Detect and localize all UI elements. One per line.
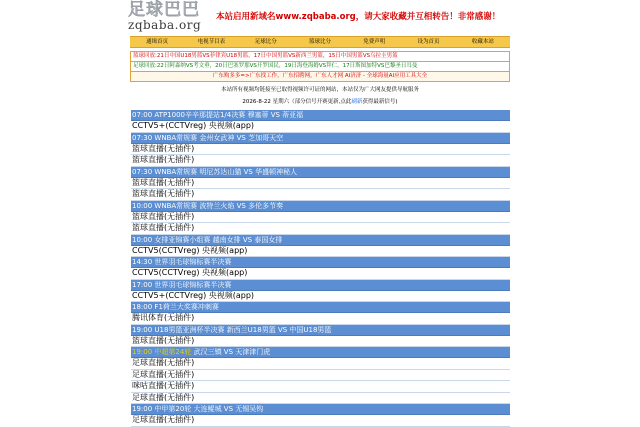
date-suffix: 获得最新信号)	[362, 99, 398, 105]
nav-item[interactable]: 篮球比分	[308, 39, 331, 45]
match-teams: 新西兰U18男篮 VS 中国U18男篮	[226, 325, 332, 334]
channel-link[interactable]: 足球直播(无插件)	[131, 393, 510, 405]
match-league: 中甲第20轮	[154, 405, 192, 413]
page	[130, 0, 510, 427]
channel-link[interactable]: CCTV5+(CCTVreg) 央视频(app)	[131, 291, 510, 303]
match-row	[131, 280, 510, 291]
match-teams: 穆塞蒂 VS 蒂亚福	[247, 111, 304, 119]
site-logo[interactable]	[130, 0, 210, 36]
nav-item[interactable]: 免费声明	[363, 39, 386, 45]
channel-link[interactable]: 足球直播(无插件)	[131, 415, 510, 427]
match-row	[131, 404, 510, 415]
match-time: 07:30	[132, 167, 153, 176]
match-time: 10:00	[132, 201, 153, 210]
channel-link[interactable]: 足球直播(无插件)	[131, 358, 510, 370]
disclaimer-notice: 本站所有视频均链接至已取得视频许可证的网站，本站仅为广大网友提供导航服务	[220, 87, 419, 93]
nav-item[interactable]: 电视节目表	[197, 39, 226, 45]
channel-link[interactable]: CCTV5+(CCTVreg) 央视频(app)	[131, 121, 510, 133]
logo-domain: zqbaba.org	[128, 18, 202, 32]
match-teams: 越南女排 VS 泰国女排	[212, 235, 283, 244]
channel-link[interactable]: 篮球直播(无插件)	[131, 155, 510, 167]
match-row	[131, 235, 510, 246]
match-row	[131, 347, 510, 358]
match-league: 世界羽毛球锦标赛半决赛	[154, 280, 232, 289]
match-time: 18:00	[132, 303, 153, 311]
match-league: WNBA常规赛	[154, 133, 198, 142]
nav-item[interactable]: 通缉首页	[146, 39, 169, 45]
match-time: 19:00	[132, 405, 153, 413]
ad-links-bar[interactable]: 广东购多多=>广东找工作，广东招聘网，广东人才网 AI济济 - 全球海量AI应用工具大全	[130, 72, 510, 82]
football-replay-bar[interactable]: 足球回放:22日阿森纳VS考文垂，20日巴塞罗那VS开罗国民，19日海登海姆VS拜仁，17日斯图加特VS巴黎圣日耳曼	[130, 62, 510, 72]
date-text: 2026-8-22 星期六（部分信号开赛更新,点此	[242, 99, 352, 105]
match-row	[131, 257, 510, 268]
schedule-list	[131, 110, 510, 427]
match-row	[131, 167, 510, 178]
match-row	[131, 133, 510, 144]
channel-link[interactable]: 足球直播(无插件)	[131, 370, 510, 382]
channel-link[interactable]: 篮球直播(无插件)	[131, 223, 510, 235]
logo-title: 足球巴巴	[128, 0, 200, 20]
match-league: 中超第24轮	[154, 348, 192, 356]
match-time: 17:00	[132, 280, 153, 289]
match-row	[131, 201, 510, 212]
channel-link[interactable]: CCTV5(CCTVreg) 央视频(app)	[131, 268, 510, 280]
basketball-replay-bar[interactable]: 篮球回放:21日中国U18男篮VS菲律宾U18男篮，17日中国男篮VS新西兰男篮，15日中国男篮VS乌拉圭男篮	[130, 51, 510, 62]
match-time: 07:00	[132, 111, 153, 119]
channel-link[interactable]: 咪咕直播(无插件)	[131, 381, 510, 393]
refresh-link[interactable]: 刷新	[351, 99, 363, 105]
match-league: ATP1000辛辛那提站1/4决赛	[154, 111, 246, 119]
channel-link[interactable]: 篮球直播(无插件)	[131, 189, 510, 201]
match-row	[131, 110, 510, 121]
nav-item[interactable]: 足球比分	[254, 39, 277, 45]
match-league: 世界羽毛球锦标赛半决赛	[154, 258, 232, 266]
nav-item[interactable]: 设为首页	[417, 39, 440, 45]
match-teams: 大连鲲城 VS 无锡吴钩	[193, 405, 264, 413]
channel-link[interactable]: 篮球直播(无插件)	[131, 144, 510, 156]
match-row	[131, 302, 510, 313]
nav-item[interactable]: 收藏本站	[471, 39, 494, 45]
match-row	[131, 325, 510, 336]
channel-link[interactable]: 篮球直播(无插件)	[131, 178, 510, 190]
match-time: 19:00	[132, 348, 153, 356]
match-time: 14:30	[132, 258, 153, 266]
channel-link[interactable]: CCTV5(CCTVreg) 央视频(app)	[131, 246, 510, 258]
match-league: 女排亚锦赛小组赛	[154, 235, 211, 244]
match-teams: 武汉三镇 VS 天津津门虎	[193, 348, 271, 356]
match-teams: 金州女武神 VS 芝加哥天空	[199, 133, 284, 142]
match-league: U18男篮亚洲杯半决赛	[154, 325, 225, 334]
match-league: WNBA常规赛	[154, 167, 198, 176]
match-teams: 明尼苏达山猫 VS 华盛顿神秘人	[199, 167, 298, 176]
top-nav	[130, 36, 510, 48]
match-league: WNBA常规赛	[154, 201, 198, 210]
match-teams: 波特兰火焰 VS 多伦多节奏	[199, 201, 284, 210]
match-time: 10:00	[132, 235, 153, 244]
match-league: F1荷兰大奖赛冲刺赛	[154, 303, 219, 311]
channel-link[interactable]: 篮球直播(无插件)	[131, 212, 510, 224]
channel-link[interactable]: 腾讯体育(无插件)	[131, 313, 510, 325]
date-line	[130, 97, 510, 107]
domain-announcement: 本站启用新域名www.zqbaba.org，请大家收藏并互相转告！非常感谢！	[216, 12, 501, 22]
match-time: 07:30	[132, 133, 153, 142]
match-time: 19:00	[132, 325, 153, 334]
channel-link[interactable]: 篮球直播(无插件)	[131, 336, 510, 348]
header	[130, 0, 510, 36]
